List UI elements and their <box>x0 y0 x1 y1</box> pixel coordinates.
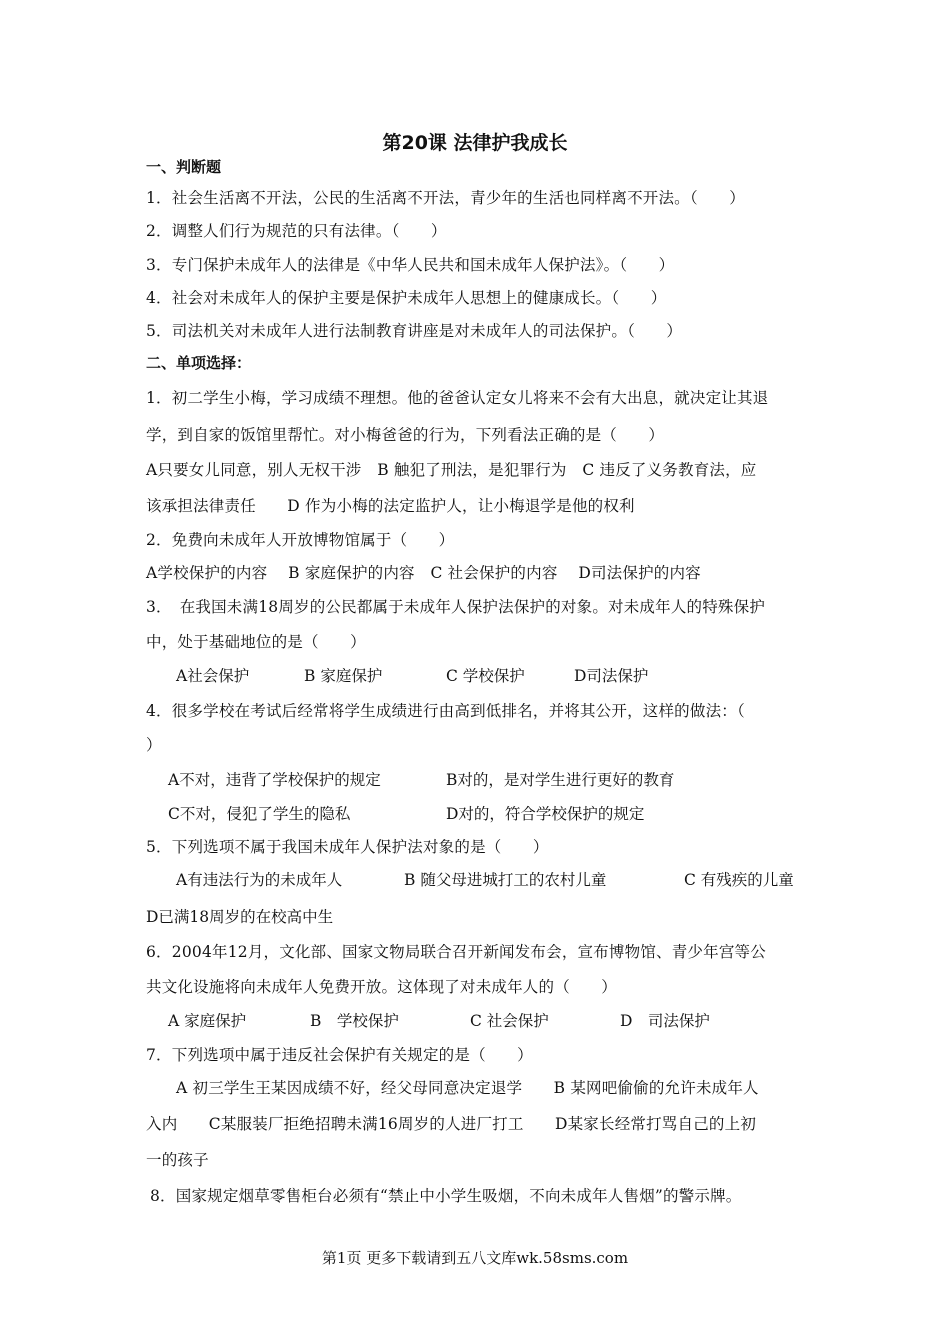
q7-options-line2: 入内 C某服装厂拒绝招聘未满16周岁的人进厂打工 D某家长经常打骂自己的上初 <box>146 1115 757 1133</box>
q6-option-c: C 社会保护 <box>470 1012 549 1030</box>
q7-options-line1: A 初三学生王某因成绩不好，经父母同意决定退学 B 某网吧偷偷的允许未成年人 <box>176 1079 759 1097</box>
q3-stem-line2: 中，处于基础地位的是（ ） <box>146 633 366 651</box>
q3-option-c: C 学校保护 <box>446 667 525 685</box>
q4-stem-line2: ） <box>146 736 162 754</box>
q6-stem-line2: 共文化设施将向未成年人免费开放。这体现了对未成年人的（ ） <box>146 978 618 996</box>
q3-option-b: B 家庭保护 <box>304 667 383 685</box>
section-heading-judgement: 一、判断题 <box>146 158 222 176</box>
q1-options-line1: A只要女儿同意，别人无权干涉 B 触犯了刑法，是犯罪行为 C 违反了义务教育法，应 <box>146 461 757 479</box>
q6-option-b: B 学校保护 <box>310 1012 399 1030</box>
judge-item-1: 1．社会生活离不开法，公民的生活离不开法，青少年的生活也同样离不开法。（ ） <box>146 189 745 207</box>
q5-option-c: C 有残疾的儿童 <box>684 871 794 889</box>
q5-option-a: A有违法行为的未成年人 <box>176 871 343 889</box>
q4-option-d: D对的，符合学校保护的规定 <box>446 805 645 823</box>
q5-option-d: D已满18周岁的在校高中生 <box>146 908 334 926</box>
q4-option-a: A不对，违背了学校保护的规定 <box>168 771 381 789</box>
q6-option-a: A 家庭保护 <box>168 1012 247 1030</box>
q5-stem: 5．下列选项不属于我国未成年人保护法对象的是（ ） <box>146 838 549 856</box>
q6-option-d: D 司法保护 <box>620 1012 710 1030</box>
q2-options: A学校保护的内容 B 家庭保护的内容 C 社会保护的内容 D司法保护的内容 <box>146 564 701 582</box>
page-footer: 第1页 更多下载请到五八文库wk.58sms.com <box>321 1249 629 1267</box>
q1-stem-line2: 学，到自家的饭馆里帮忙。对小梅爸爸的行为，下列看法正确的是（ ） <box>146 426 665 444</box>
q3-option-d: D司法保护 <box>574 667 649 685</box>
section-heading-choice: 二、单项选择： <box>146 354 252 372</box>
q1-options-line2: 该承担法律责任 D 作为小梅的法定监护人，让小梅退学是他的权利 <box>146 497 635 515</box>
q7-options-line3: 一的孩子 <box>146 1151 209 1169</box>
judge-item-2: 2．调整人们行为规范的只有法律。（ ） <box>146 222 447 240</box>
q3-option-a: A社会保护 <box>176 667 250 685</box>
q8-stem: 8．国家规定烟草零售柜台必须有“禁止中小学生吸烟，不向未成年人售烟”的警示牌。 <box>150 1187 742 1205</box>
q4-option-b: B对的，是对学生进行更好的教育 <box>446 771 675 789</box>
q7-stem: 7．下列选项中属于违反社会保护有关规定的是（ ） <box>146 1046 533 1064</box>
judge-item-5: 5．司法机关对未成年人进行法制教育讲座是对未成年人的司法保护。（ ） <box>146 322 683 340</box>
q6-stem-line1: 6．2004年12月，文化部、国家文物局联合召开新闻发布会，宣布博物馆、青少年宫等公 <box>146 943 766 961</box>
q5-option-b: B 随父母进城打工的农村儿童 <box>404 871 607 889</box>
judge-item-4: 4．社会对未成年人的保护主要是保护未成年人思想上的健康成长。（ ） <box>146 289 667 307</box>
q2-stem: 2．免费向未成年人开放博物馆属于（ ） <box>146 531 455 549</box>
q1-stem-line1: 1．初二学生小梅，学习成绩不理想。他的爸爸认定女儿将来不会有大出息，就决定让其退 <box>146 389 769 407</box>
page-title: 第20课 法律护我成长 <box>382 132 568 154</box>
judge-item-3: 3．专门保护未成年人的法律是《中华人民共和国未成年人保护法》。（ ） <box>146 256 675 274</box>
q4-stem-line1: 4．很多学校在考试后经常将学生成绩进行由高到低排名，并将其公开，这样的做法：（ <box>146 702 745 720</box>
q3-stem-line1: 3． 在我国未满18周岁的公民都属于未成年人保护法保护的对象。对未成年人的特殊保护 <box>146 598 766 616</box>
q4-option-c: C不对，侵犯了学生的隐私 <box>168 805 351 823</box>
